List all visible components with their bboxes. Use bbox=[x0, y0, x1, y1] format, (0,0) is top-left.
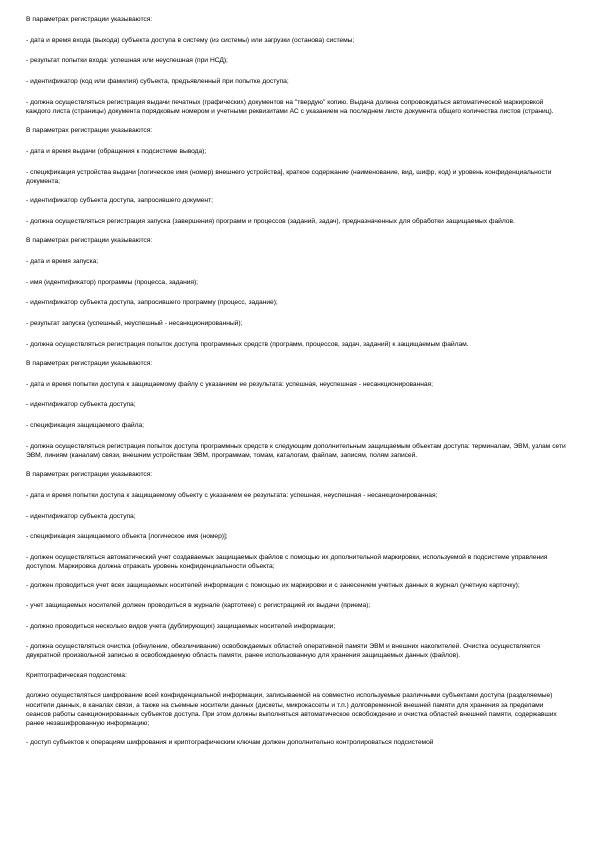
paragraph-device-spec: - спецификация устройства выдачи [логическое имя (номер) внешнего устройства], краткое содержание (наименование, вид, шифр, код) и уровень конфиденциальности документа; bbox=[26, 168, 552, 185]
paragraph-reg-params-5: В параметрах регистрации указываются: bbox=[26, 471, 153, 479]
paragraph-object-access-datetime: - дата и время попытки доступа к защищаемому объекту с указанием ее результата: успешная, неуспешная - несанкционированная; bbox=[26, 491, 438, 499]
paragraph-reg-params-1: В параметрах регистрации указываются: bbox=[26, 16, 153, 23]
paragraph-program-subject: - идентификатор субъекта доступа, запросившего программу (процесс, задание); bbox=[26, 299, 278, 307]
paragraph-file-subject: - идентификатор субъекта доступа; bbox=[26, 401, 136, 409]
paragraph-login-identifier: - идентификатор (код или фамилия) субъекта, предъявленный при попытке доступа; bbox=[26, 78, 289, 86]
paragraph-file-accounting: - должен осуществляться автоматический учет создаваемых защищаемых файлов с помощью их дополнительной маркировки, используемой в подсистеме управления доступом. Маркировка должна отражать уровень конфиденциальности объекта; bbox=[26, 553, 548, 571]
paragraph-duplicate-accounting: - должно проводиться несколько видов учета (дублирующих) защищаемых носителей информации; bbox=[26, 622, 336, 630]
paragraph-file-access-datetime: - дата и время попытки доступа к защищаемому файлу с указанием ее результата: успешная, неуспешная - несанкционированная; bbox=[26, 380, 433, 388]
paragraph-object-spec: - спецификация защищаемого объекта [логическое имя (номер)]; bbox=[26, 533, 228, 541]
paragraph-key-access: - доступ субъектов к операциям шифрования и криптографическим ключам должен дополнительно контролироваться подсистемой bbox=[26, 739, 434, 747]
paragraph-media-accounting: - должен проводиться учет всех защищаемых носителей информации с помощью их маркировки и с занесением учетных данных в журнал (учетную карточку); bbox=[26, 582, 520, 590]
paragraph-media-journal: - учет защищаемых носителей должен проводиться в журнале (картотеке) с регистрацией их выдачи (приема); bbox=[26, 601, 371, 609]
paragraph-reg-params-4: В параметрах регистрации указываются: bbox=[26, 360, 153, 367]
paragraph-reg-params-2: В параметрах регистрации указываются: bbox=[26, 127, 153, 135]
paragraph-object-access-registration: - должна осуществляться регистрация попыток доступа программных средств к следующим дополнительным защищаемым объектам доступа: терминалам, ЭВМ, узлам сети ЭВМ, линиям (каналам) связи, внешним устройствам ЭВМ, программам, томам, каталогам, файлам, записям, полям записей. bbox=[26, 442, 566, 459]
paragraph-launch-datetime: - дата и время запуска; bbox=[26, 257, 99, 265]
paragraph-print-registration: - должна осуществляться регистрация выдачи печатных (графических) документов на "твердую" копию. Выдача должна сопровождаться автоматической маркировкой каждого листа (страницы) документа порядковым номером и учетными реквизитами АС с указанием на последнем листе документа общего количества листов (страниц). bbox=[26, 98, 554, 115]
paragraph-file-access-registration: - должна осуществляться регистрация попыток доступа программных средств (программ, процессов, задач, заданий) к защищаемым файлам. bbox=[26, 340, 469, 348]
paragraph-reg-params-3: В параметрах регистрации указываются: bbox=[26, 237, 153, 245]
section-heading-crypto: Криптографическая подсистема: bbox=[26, 671, 127, 679]
paragraph-login-datetime: - дата и время входа (выхода) субъекта доступа в систему (из системы) или загрузки (останова) системы; bbox=[26, 36, 355, 44]
paragraph-launch-result: - результат запуска (успешный, неуспешный - несанкционированный); bbox=[26, 319, 243, 327]
paragraph-program-registration: - должна осуществляться регистрация запуска (завершения) программ и процессов (заданий, задач), предназначенных для обработки защищаемых файлов. bbox=[26, 217, 515, 225]
paragraph-object-subject: - идентификатор субъекта доступа; bbox=[26, 512, 136, 520]
paragraph-memory-cleanup: - должна осуществляться очистка (обнуление, обезличивание) освобождаемых областей оперативной памяти ЭВМ и внешних накопителей. Очистка осуществляется двукратной произвольной записью в освобождаемую область памяти, ранее использованную для хранения защищаемых данных (файлов). bbox=[26, 643, 540, 660]
paragraph-program-name: - имя (идентификатор) программы (процесса, задания); bbox=[26, 278, 198, 286]
paragraph-file-spec: - спецификация защищаемого файла; bbox=[26, 422, 144, 430]
paragraph-print-datetime: - дата и время выдачи (обращения к подсистеме вывода); bbox=[26, 147, 207, 155]
paragraph-login-result: - результат попытки входа: успешная или неуспешная (при НСД); bbox=[26, 57, 228, 65]
paragraph-print-subject: - идентификатор субъекта доступа, запросившего документ; bbox=[26, 197, 213, 205]
paragraph-encryption: должно осуществляться шифрование всей конфиденциальной информации, записываемой на совместно используемые различными субъектами доступа (разделяемые) носители данных, в каналах связи, а также на съемные носители данных (дискеты, микрокассеты и т.п.) долговременной внешней памяти для хранения за пределами сеансов работы санкционированных субъектов доступа. При этом должны выполняться автоматическое освобождение и очистка областей внешней памяти, содержавших ранее незашифрованную информацию; bbox=[26, 692, 557, 727]
